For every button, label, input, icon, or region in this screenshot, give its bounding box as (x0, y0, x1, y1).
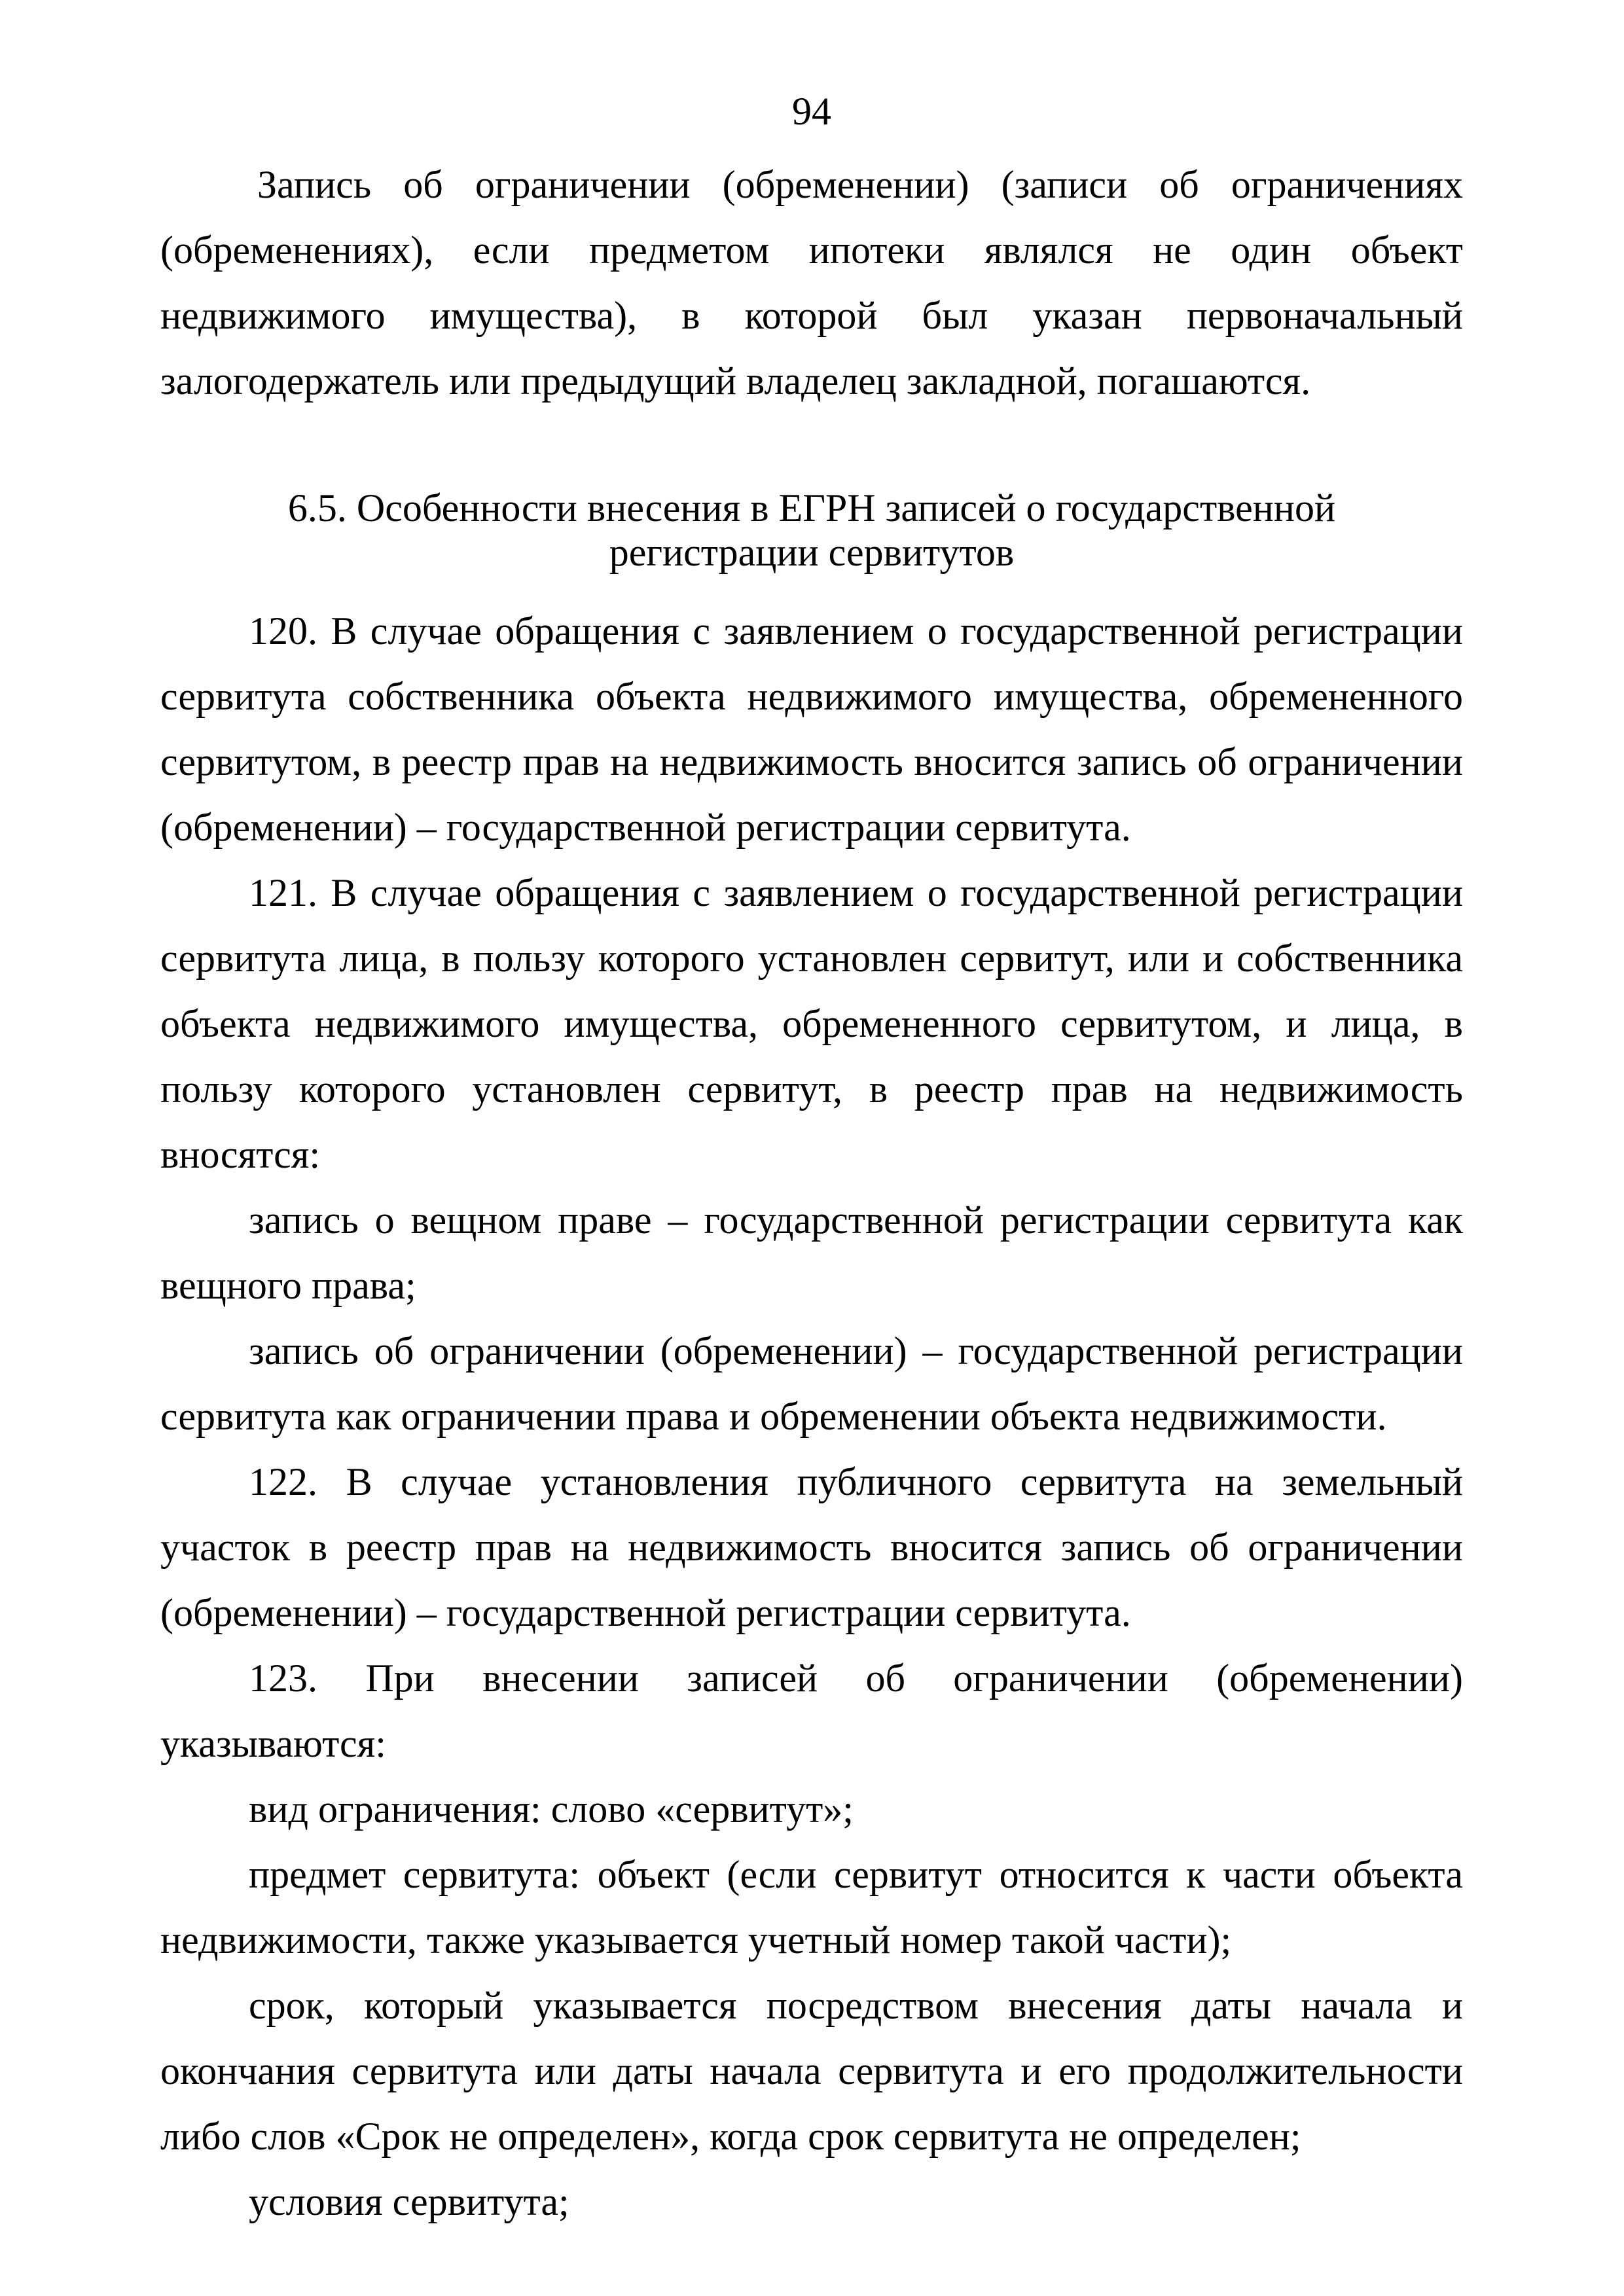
page-number: 94 (792, 90, 831, 133)
section-heading-line-1: 6.5. Особенности внесения в ЕГРН записей о государственной (287, 486, 1336, 529)
section-heading-line-2: регистрации сервитутов (609, 531, 1015, 574)
paragraph-123-restriction-type: вид ограничения: слово «сервитут»; (249, 1787, 854, 1831)
paragraph-123-subject: предмет сервитута: объект (если сервитут относится к части объекта недвижимости, также указывается учетный номер такой части); (160, 1853, 1463, 1962)
section-heading (160, 486, 1463, 575)
paragraph-121-entry-real-right: запись о вещном праве – государственной регистрации сервитута как вещного права; (160, 1198, 1463, 1307)
paragraph-122: 122. В случае установления публичного сервитута на земельный участок в реестр прав на недвижимость вносится запись об ограничении (обременении) – государственной регистрации сервитута. (160, 1460, 1463, 1634)
paragraph-123-term: срок, который указывается посредством внесения даты начала и окончания сервитута или даты начала сервитута и его продолжительности либо слов «Срок не определен», когда срок сервитута не определен; (160, 1984, 1463, 2158)
paragraph-123: 123. При внесении записей об ограничении (обременении) указываются: (160, 1657, 1463, 1765)
document-page (160, 79, 1463, 2234)
paragraph-121: 121. В случае обращения с заявлением о государственной регистрации сервитута лица, в пользу которого установлен сервитут, или и собственника объекта недвижимого имущества, обремененного сервитутом, и лица, в пользу которого установлен сервитут, в реестр прав на недвижимость вносятся: (160, 871, 1463, 1176)
paragraph-123-conditions: условия сервитута; (249, 2180, 569, 2223)
paragraph-121-entry-restriction: запись об ограничении (обременении) – государственной регистрации сервитута как ограничении права и обременении объекта недвижимости. (160, 1329, 1463, 1438)
paragraph-120: 120. В случае обращения с заявлением о государственной регистрации сервитута собственника объекта недвижимого имущества, обремененного сервитутом, в реестр прав на недвижимость вносится запись об ограничении (обременении) – государственной регистрации сервитута. (160, 609, 1463, 849)
intro-paragraph: Запись об ограничении (обременении) (записи об ограничениях (обременениях), если предметом ипотеки являлся не один объект недвижимого имущества), в которой был указан первоначальный залогодержатель или предыдущий владелец закладной, погашаются. (160, 163, 1463, 403)
